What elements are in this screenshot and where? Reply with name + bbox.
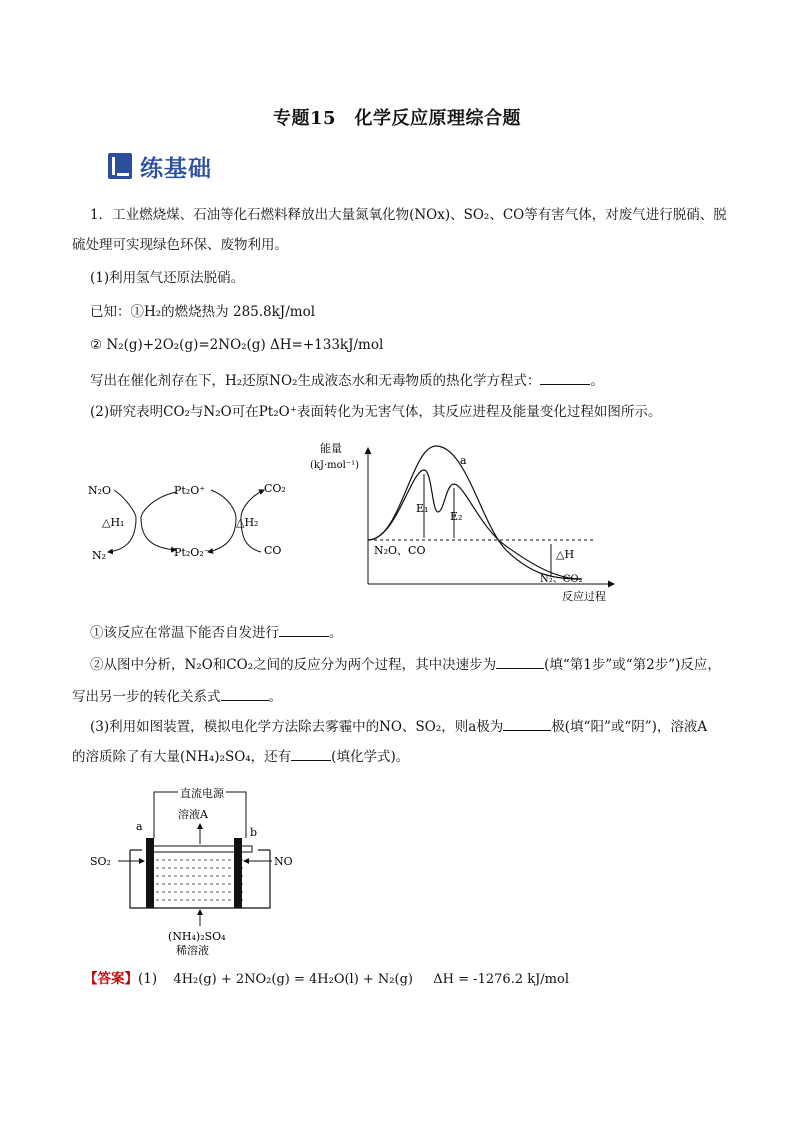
q1-part3-line2	[72, 746, 409, 767]
q1-part3-line1	[90, 716, 707, 737]
answer-equation: 4H₂(g) + 2NO₂(g) = 4H₂O(l) + N₂(g)	[173, 972, 413, 987]
answer-part: (1)	[138, 971, 158, 987]
cycle-co: CO	[264, 544, 282, 557]
products-label: N₂、CO₂	[540, 574, 583, 585]
answer-enthalpy: ΔH = -1276.2 kJ/mol	[433, 972, 569, 987]
q1-ask-equation	[90, 370, 604, 391]
q1-intro-line1: 1．工业燃烧煤、石油等化石燃料释放出大量氮氧化物(NOx)、SO₂、CO等有害气体，对废气进行脱硝、脱	[90, 207, 727, 223]
feed-label-1: (NH₄)₂SO₄	[168, 930, 226, 943]
part3-text-b: 极(填“阳”或“阴”)，溶液A	[551, 719, 708, 735]
answer-blank-4[interactable]	[221, 686, 269, 701]
no-label: NO	[274, 855, 293, 868]
cycle-dh1: △H₁	[102, 516, 125, 529]
q1-known-1: 已知：①H₂的燃烧热为 285.8kJ/mol	[90, 304, 316, 320]
curve-catalyzed	[368, 470, 581, 579]
answer-blank-1[interactable]	[540, 370, 590, 385]
cycle-left-inner-arrow	[141, 492, 176, 550]
answer-blank-3[interactable]	[496, 654, 544, 669]
electrolyte-liquid	[156, 860, 244, 900]
ask-equation-text: 写出在催化剂存在下，H₂还原NO₂生成液态水和无毒物质的热化学方程式：	[90, 373, 541, 389]
cycle-n2o: N₂O	[88, 484, 112, 497]
part3-text-a: (3)利用如图装置，模拟电化学方法除去雾霾中的NO、SO₂，则a极为	[90, 719, 504, 735]
x-axis-label: 反应过程	[562, 590, 606, 603]
book-icon	[108, 153, 132, 179]
electrode-a	[146, 838, 154, 908]
cycle-dh2: △H₂	[236, 516, 259, 529]
sub2-text-c: 写出另一步的转化关系式	[72, 689, 221, 705]
feed-label-2: 稀溶液	[176, 944, 209, 957]
catalytic-cycle-diagram	[86, 468, 296, 568]
q1-intro-line2: 硫处理可实现绿色环保、废物利用。	[72, 237, 288, 253]
cycle-right-inner-arrow	[208, 490, 236, 552]
q1-sub1	[90, 622, 343, 643]
answer-blank-6[interactable]	[291, 746, 331, 761]
e1-label: E₁	[416, 502, 429, 515]
energy-profile-diagram	[306, 434, 622, 610]
q1-part2-heading: (2)研究表明CO₂与N₂O可在Pt₂O⁺表面转化为无害气体，其反应进程及能量变化过程如图所示。	[90, 404, 662, 420]
q1-sub2	[90, 654, 721, 675]
q1-part1-heading: (1)利用氢气还原法脱硝。	[90, 270, 245, 286]
sub2-text-b: (填“第1步”或“第2步”)反应，	[544, 657, 721, 673]
curve-a-label: a	[460, 454, 467, 467]
y-axis-label-1: 能量	[320, 442, 342, 455]
dh-label: △H	[556, 548, 575, 561]
part3-text-d: (填化学式)。	[331, 749, 410, 765]
cycle-n2: N₂	[92, 549, 107, 562]
answer-blank-2[interactable]	[279, 622, 329, 637]
answer-line	[84, 969, 569, 990]
sub2-text-a: ②从图中分析，N₂O和CO₂之间的反应分为两个过程，其中决速步为	[90, 657, 497, 673]
electrolysis-cell-diagram	[86, 772, 312, 958]
part3-text-c: 的溶质除了有大量(NH₄)₂SO₄，还有	[72, 749, 292, 765]
page-title: 专题15 化学反应原理综合题	[272, 108, 522, 129]
cycle-pt2o-plus: Pt₂O⁺	[174, 484, 206, 497]
q1-known-2: ② N₂(g)+2O₂(g)=2NO₂(g) ΔH=+133kJ/mol	[90, 337, 384, 353]
so2-label: SO₂	[90, 855, 111, 868]
ask-equation-end: 。	[590, 373, 604, 389]
section-header	[108, 150, 212, 182]
answer-tag: 【答案】	[84, 971, 138, 987]
power-label: 直流电源	[180, 787, 224, 800]
cycle-co2: CO₂	[264, 482, 286, 495]
reactants-label: N₂O、CO	[374, 544, 426, 557]
sub1-end: 。	[329, 625, 343, 641]
electrode-b-label: b	[250, 826, 258, 839]
curve-a	[368, 446, 581, 579]
cycle-pt2o2-minus: Pt₂O₂⁻	[174, 546, 210, 559]
y-axis-label-2: (kJ·mol⁻¹)	[310, 460, 360, 471]
solution-a-label: 溶液A	[178, 808, 208, 821]
section-label: 练基础	[140, 155, 212, 182]
e2-label: E₂	[450, 510, 463, 523]
electrode-a-label: a	[136, 820, 143, 833]
sub2-end: 。	[268, 689, 282, 705]
sub1-text: ①该反应在常温下能否自发进行	[90, 625, 279, 641]
answer-blank-5[interactable]	[503, 716, 551, 731]
q1-sub2-line2	[72, 686, 282, 707]
electrode-b	[234, 838, 242, 908]
